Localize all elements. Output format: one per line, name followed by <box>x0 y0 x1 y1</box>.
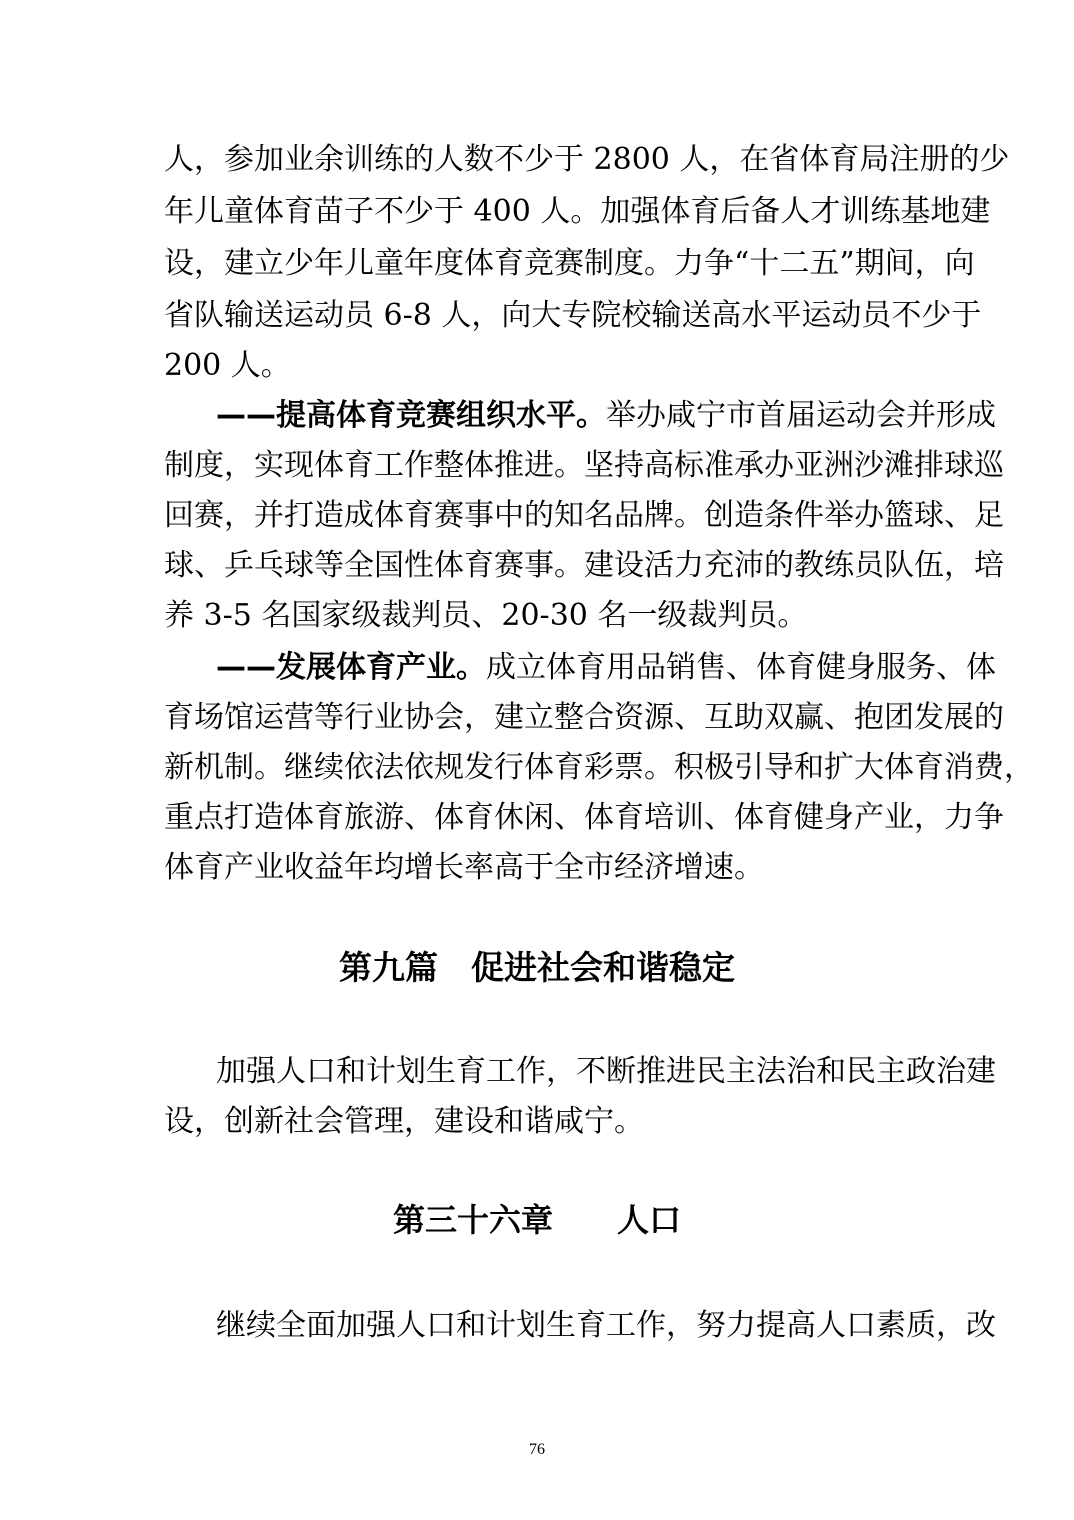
part-heading: 第九篇 促进社会和谐稳定 <box>339 948 735 987</box>
paragraph-2-line-1 <box>216 390 996 442</box>
paragraph-2-line-3: 回赛，并打造成体育赛事中的知名品牌。创造条件举办篮球、足 <box>164 498 1004 533</box>
paragraph-2-lead: ——提高体育竞赛组织水平。 <box>216 398 606 433</box>
paragraph-2-line-1-rest: 举办咸宁市首届运动会并形成 <box>606 398 996 433</box>
paragraph-3-line-1-rest: 成立体育用品销售、体育健身服务、体 <box>486 650 996 685</box>
paragraph-1-line-2: 年儿童体育苗子不少于 400 人。加强体育后备人才训练基地建 <box>164 194 991 229</box>
page-number: 76 <box>529 1441 545 1458</box>
paragraph-3-lead: ——发展体育产业。 <box>216 650 486 685</box>
paragraph-2-line-5: 养 3-5 名国家级裁判员、20-30 名一级裁判员。 <box>164 598 808 633</box>
chapter-intro-line-1: 继续全面加强人口和计划生育工作，努力提高人口素质，改 <box>216 1308 996 1343</box>
part-intro-line-1: 加强人口和计划生育工作，不断推进民主法治和民主政治建 <box>216 1054 996 1089</box>
paragraph-2-line-4: 球、乒乓球等全国性体育赛事。建设活力充沛的教练员队伍，培 <box>164 548 1004 583</box>
paragraph-1-line-3: 设，建立少年儿童年度体育竞赛制度。力争“十二五”期间，向 <box>164 246 975 281</box>
chapter-heading: 第三十六章 人口 <box>392 1201 681 1239</box>
paragraph-1-line-5: 200 人。 <box>164 348 291 383</box>
paragraph-1-line-1: 人，参加业余训练的人数不少于 2800 人，在省体育局注册的少 <box>164 142 1010 177</box>
paragraph-3-line-3: 新机制。继续依法依规发行体育彩票。积极引导和扩大体育消费， <box>164 750 1034 785</box>
part-intro-line-2: 设，创新社会管理，建设和谐咸宁。 <box>164 1104 644 1139</box>
paragraph-3-line-5: 体育产业收益年均增长率高于全市经济增速。 <box>164 850 764 885</box>
paragraph-1-line-4: 省队输送运动员 6-8 人，向大专院校输送高水平运动员不少于 <box>164 298 982 333</box>
paragraph-3-line-2: 育场馆运营等行业协会，建立整合资源、互助双赢、抱团发展的 <box>164 700 1004 735</box>
paragraph-3-line-1 <box>216 642 996 694</box>
paragraph-2-line-2: 制度，实现体育工作整体推进。坚持高标准承办亚洲沙滩排球巡 <box>164 448 1004 483</box>
paragraph-3-line-4: 重点打造体育旅游、体育休闲、体育培训、体育健身产业，力争 <box>164 800 1004 835</box>
